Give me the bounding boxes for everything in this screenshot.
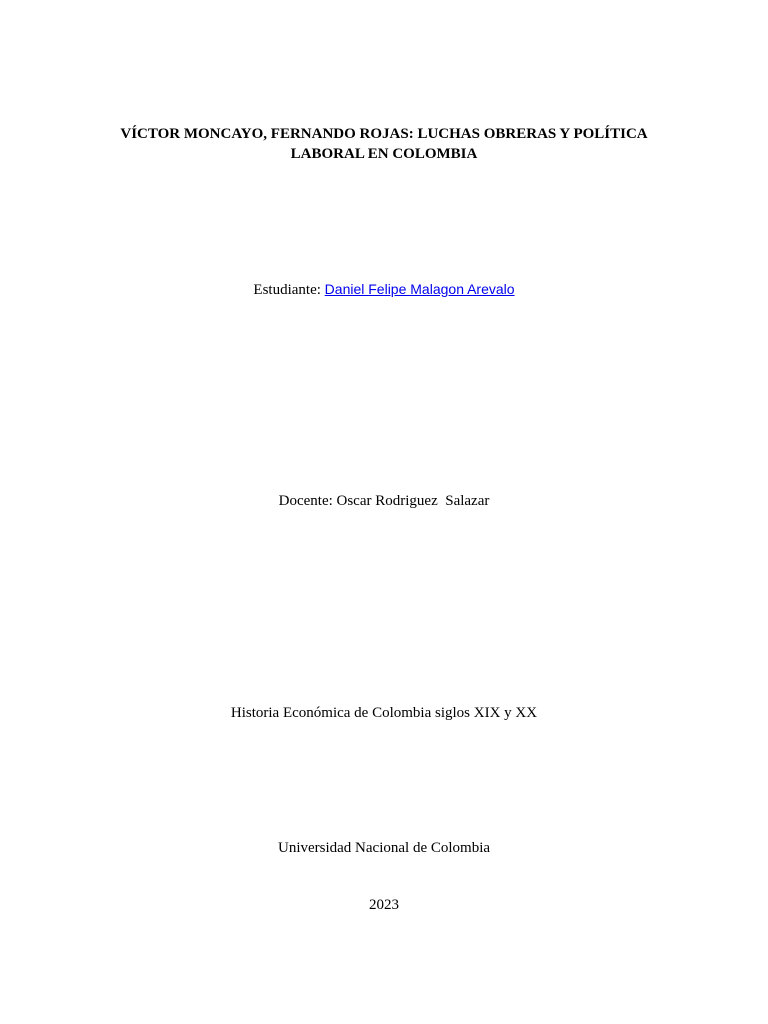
course-line: Historia Económica de Colombia siglos XIX y XX [230, 705, 538, 721]
student-label: Estudiante: [253, 282, 325, 298]
title-line-2: LABORAL EN COLOMBIA [290, 146, 478, 162]
student-name-link[interactable]: Daniel Felipe Malagon Arevalo [324, 281, 515, 297]
title-line-1: VÍCTOR MONCAYO, FERNANDO ROJAS: LUCHAS OBRERAS Y POLÍTICA [120, 126, 648, 142]
year-line: 2023 [369, 897, 399, 913]
student-line [0, 279, 768, 300]
document-title [0, 124, 768, 164]
university-line: Universidad Nacional de Colombia [277, 840, 491, 856]
teacher-line: Docente: Oscar Rodriguez Salazar [278, 493, 490, 509]
